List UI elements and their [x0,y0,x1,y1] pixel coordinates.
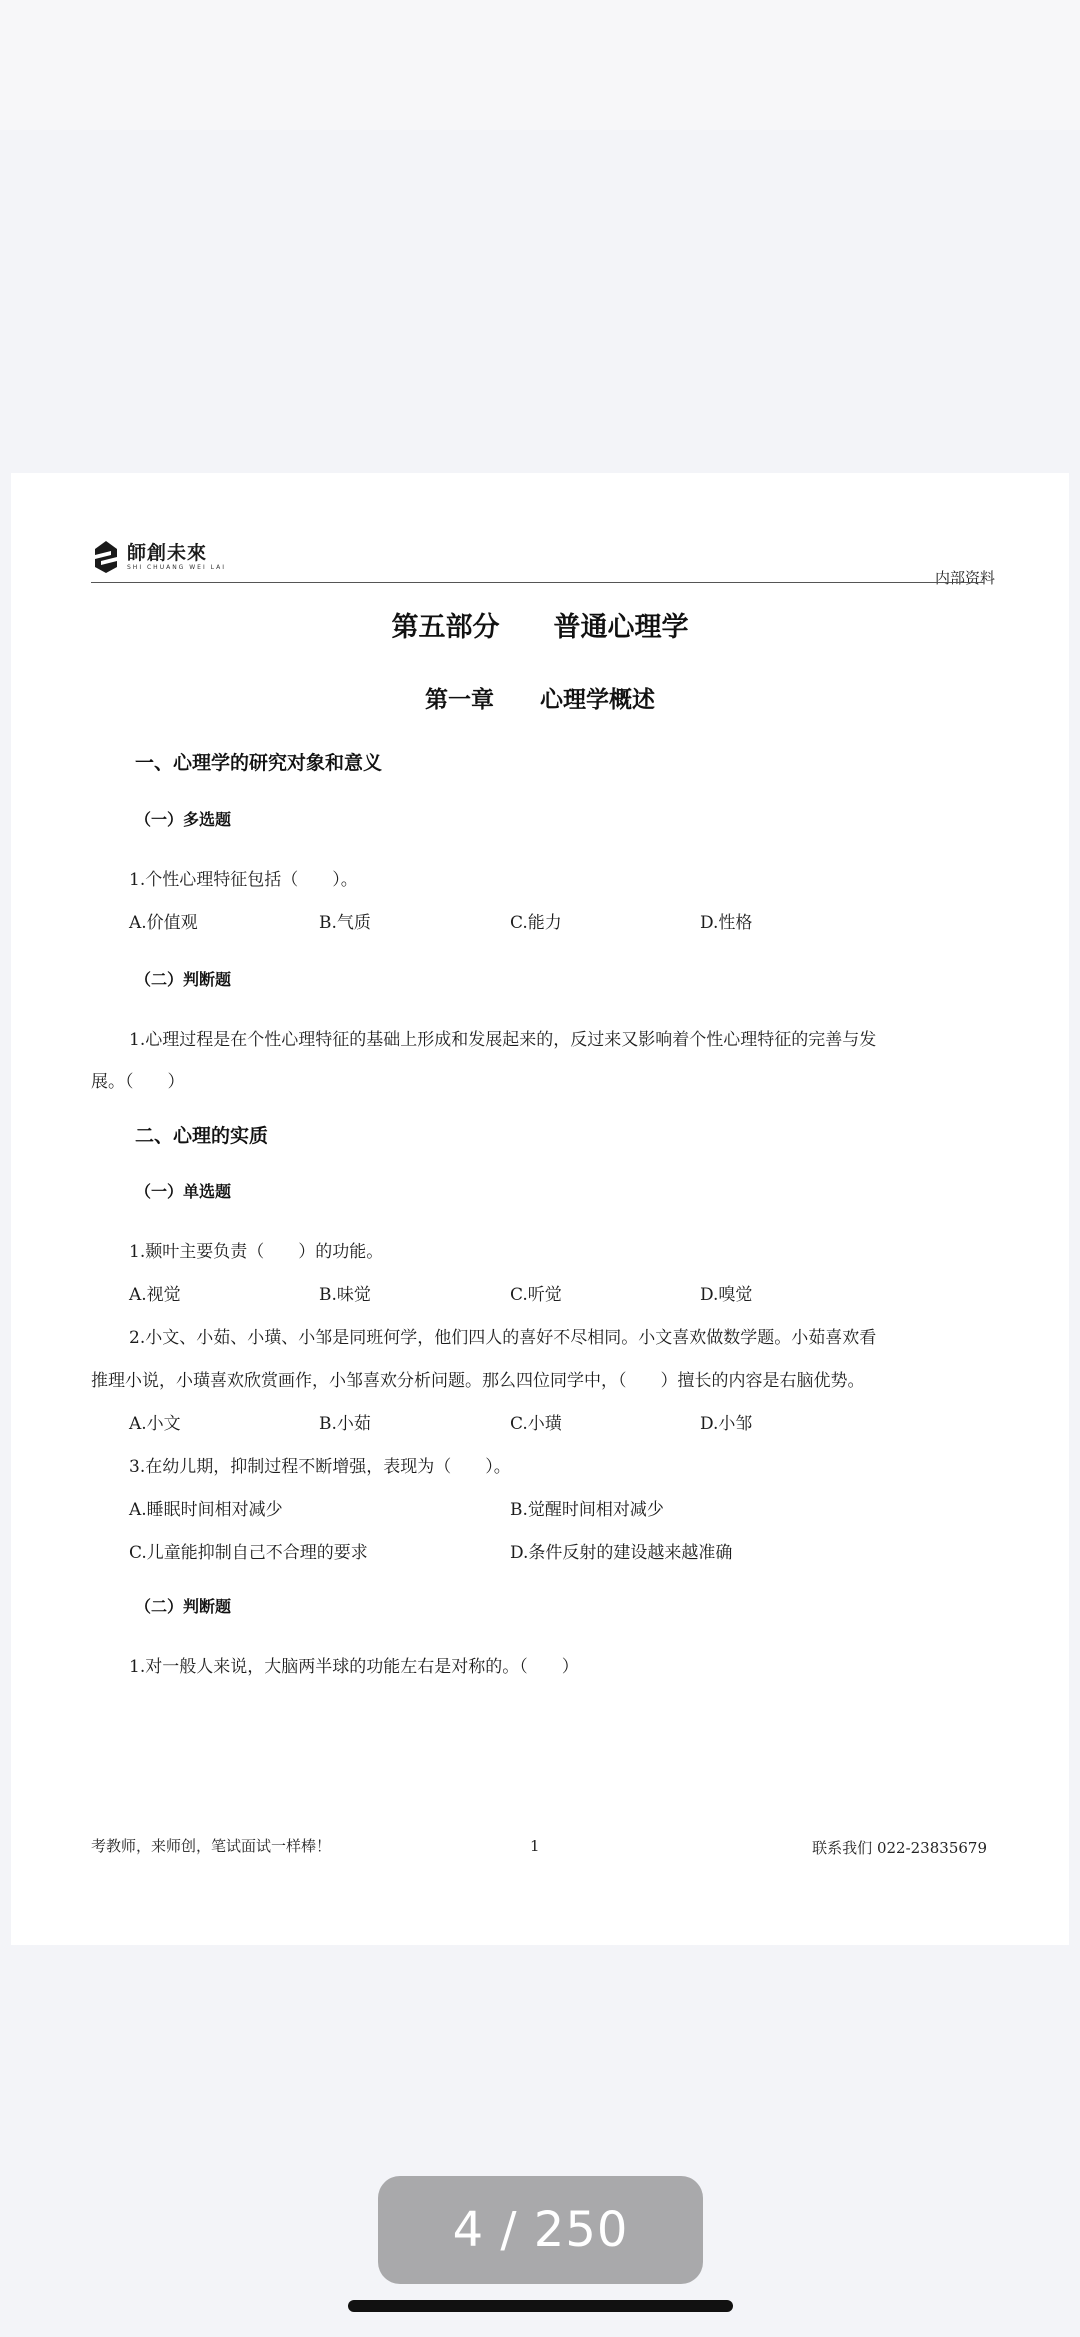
option-b: B.气质 [319,913,371,933]
subsection-heading: （一）多选题 [135,810,232,829]
question-text-continued: 推理小说，小璜喜欢欣赏画作，小邹喜欢分析问题。那么四位同学中，（ ）擅长的内容是右脑优势。 [91,1371,865,1391]
option-a: A.视觉 [129,1285,181,1305]
option-c: C.儿童能抑制自己不合理的要求 [129,1543,368,1563]
brand-logo [91,539,226,575]
footer-slogan: 考教师，来师创，笔试面试一样棒！ [91,1837,332,1855]
question-text: 2.小文、小茹、小璜、小邹是同班何学，他们四人的喜好不尽相同。小文喜欢做数学题。小茹喜欢看 [129,1328,877,1348]
option-b: B.小茹 [319,1414,371,1434]
page-number: 1 [530,1837,540,1855]
question-text: 1.对一般人来说，大脑两半球的功能左右是对称的。（ ） [129,1657,579,1677]
question-text: 1.个性心理特征包括（ ）。 [129,870,358,890]
home-indicator[interactable] [348,2300,733,2312]
question-text: 1.颞叶主要负责（ ）的功能。 [129,1242,384,1262]
question-text-continued: 展。（ ） [91,1072,185,1092]
question-text: 1.心理过程是在个性心理特征的基础上形成和发展起来的，反过来又影响着个性心理特征的完善与发 [129,1030,877,1050]
section-heading: 一、心理学的研究对象和意义 [135,752,383,774]
option-a: A.价值观 [129,913,198,933]
page-indicator[interactable]: 4 / 250 [378,2176,703,2284]
option-d: D.性格 [700,913,753,933]
footer-contact: 联系我们 022-23835679 [812,1839,987,1857]
subsection-heading: （二）判断题 [135,970,232,989]
logo-subtitle: SHI CHUANG WEI LAI [127,564,226,571]
section-heading: 二、心理的实质 [135,1125,269,1147]
option-a: A.睡眠时间相对减少 [129,1500,283,1520]
option-b: B.味觉 [319,1285,371,1305]
document-page[interactable] [11,473,1069,1945]
option-c: C.听觉 [510,1285,562,1305]
header-divider [91,582,984,583]
option-c: C.小璜 [510,1414,562,1434]
internal-material-label: 内部资料 [934,569,995,587]
option-d: D.小邹 [700,1414,753,1434]
viewer-top-area [0,0,1080,130]
option-d: D.嗅觉 [700,1285,753,1305]
question-text: 3.在幼儿期，抑制过程不断增强，表现为（ ）。 [129,1457,511,1477]
subsection-heading: （二）判断题 [135,1597,232,1616]
option-b: B.觉醒时间相对减少 [510,1500,664,1520]
option-d: D.条件反射的建设越来越准确 [510,1543,733,1563]
part-title: 第五部分 普通心理学 [391,612,689,643]
chapter-title: 第一章 心理学概述 [425,687,655,713]
option-c: C.能力 [510,913,562,933]
option-a: A.小文 [129,1414,181,1434]
logo-name: 師創未來 [127,542,208,564]
logo-mark-icon [91,539,121,575]
subsection-heading: （一）单选题 [135,1182,232,1201]
